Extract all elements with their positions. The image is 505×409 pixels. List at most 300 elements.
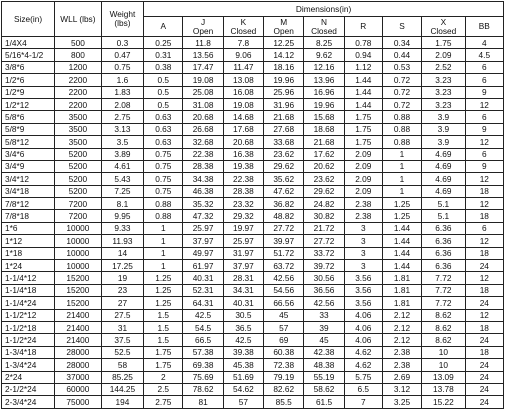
dimension-header-letter: M	[280, 16, 288, 27]
cell-j: 20.68	[183, 111, 223, 123]
dimension-header-j	[183, 17, 223, 37]
table-row	[2, 49, 504, 61]
cell-n: 39.72	[304, 260, 344, 272]
cell-m: 19.96	[264, 74, 304, 86]
cell-s: 0.53	[382, 61, 421, 73]
cell-m: 63.72	[264, 260, 304, 272]
cell-weight: 3.5	[101, 136, 143, 148]
table-row	[2, 74, 504, 86]
cell-s: 3.12	[382, 383, 421, 395]
cell-bb: 18	[465, 284, 503, 296]
cell-s: 0.72	[382, 98, 421, 110]
table-row	[2, 346, 504, 358]
cell-weight: 0.75	[101, 61, 143, 73]
cell-k: 40.31	[223, 297, 263, 309]
cell-k: 14.68	[223, 111, 263, 123]
table-row	[2, 86, 504, 98]
cell-s: 1.81	[382, 272, 421, 284]
cell-r: 3	[344, 260, 382, 272]
cell-x: 3.9	[422, 111, 466, 123]
cell-m: 51.72	[264, 247, 304, 259]
cell-m: 79.19	[264, 371, 304, 383]
cell-m: 33.68	[264, 136, 304, 148]
cell-j: 25.08	[183, 86, 223, 98]
cell-size: 7/8*18	[2, 210, 55, 222]
cell-r: 4.06	[344, 334, 382, 346]
table-row	[2, 185, 504, 197]
cell-wll: 21400	[55, 321, 102, 333]
cell-size: 3/4*12	[2, 173, 55, 185]
cell-r: 1.75	[344, 136, 382, 148]
cell-s: 1.44	[382, 247, 421, 259]
cell-r: 3.56	[344, 272, 382, 284]
cell-m: 72.38	[264, 359, 304, 371]
cell-bb: 24	[465, 359, 503, 371]
cell-r: 5.75	[344, 371, 382, 383]
cell-k: 31.97	[223, 247, 263, 259]
cell-j: 35.32	[183, 198, 223, 210]
cell-size: 5/8*6	[2, 111, 55, 123]
cell-wll: 15200	[55, 284, 102, 296]
cell-m: 27.72	[264, 222, 304, 234]
cell-m: 12.25	[264, 37, 304, 49]
cell-s: 1.44	[382, 222, 421, 234]
cell-wll: 2200	[55, 86, 102, 98]
dimensions-group-header: Dimensions(in)	[144, 2, 504, 17]
table-row	[2, 247, 504, 259]
cell-bb: 4.5	[465, 49, 503, 61]
dimension-header-r	[344, 17, 382, 37]
cell-size: 2-3/4*24	[2, 396, 55, 408]
cell-n: 48.38	[304, 359, 344, 371]
cell-size: 1-1/2*12	[2, 309, 55, 321]
cell-s: 1.25	[382, 210, 421, 222]
cell-n: 24.82	[304, 198, 344, 210]
cell-j: 25.97	[183, 222, 223, 234]
cell-m: 25.96	[264, 86, 304, 98]
cell-k: 28.38	[223, 185, 263, 197]
cell-bb: 18	[465, 210, 503, 222]
table-row	[2, 284, 504, 296]
cell-j: 37.97	[183, 235, 223, 247]
cell-r: 2.09	[344, 148, 382, 160]
cell-size: 7/8*12	[2, 198, 55, 210]
cell-n: 39	[304, 321, 344, 333]
cell-a: 1.5	[144, 321, 183, 333]
cell-j: 31.08	[183, 98, 223, 110]
cell-bb: 18	[465, 321, 503, 333]
cell-j: 78.62	[183, 383, 223, 395]
cell-weight: 1.83	[101, 86, 143, 98]
cell-x: 8.62	[422, 334, 466, 346]
cell-wll: 800	[55, 49, 102, 61]
dimension-header-state: Open	[192, 25, 214, 36]
cell-s: 1.81	[382, 297, 421, 309]
cell-a: 1	[144, 260, 183, 272]
cell-j: 54.5	[183, 321, 223, 333]
cell-weight: 9.33	[101, 222, 143, 234]
cell-x: 7.72	[422, 284, 466, 296]
cell-n: 19.96	[304, 98, 344, 110]
cell-j: 49.97	[183, 247, 223, 259]
cell-s: 0.44	[382, 49, 421, 61]
cell-r: 6.5	[344, 383, 382, 395]
cell-weight: 3.89	[101, 148, 143, 160]
cell-size: 1*18	[2, 247, 55, 259]
cell-weight: 0.3	[101, 37, 143, 49]
cell-wll: 37000	[55, 371, 102, 383]
cell-r: 3.56	[344, 297, 382, 309]
cell-a: 1	[144, 222, 183, 234]
cell-k: 29.32	[223, 210, 263, 222]
cell-j: 75.69	[183, 371, 223, 383]
cell-j: 57.38	[183, 346, 223, 358]
cell-m: 18.16	[264, 61, 304, 73]
dimension-header-x	[422, 17, 466, 37]
table-row	[2, 61, 504, 73]
dimension-header-state: Closed	[311, 25, 337, 36]
cell-weight: 194	[101, 396, 143, 408]
cell-r: 3	[344, 247, 382, 259]
cell-weight: 2.75	[101, 111, 143, 123]
cell-bb: 12	[465, 235, 503, 247]
cell-size: 5/8*12	[2, 136, 55, 148]
cell-n: 18.68	[304, 123, 344, 135]
cell-s: 3.25	[382, 396, 421, 408]
cell-a: 1.25	[144, 272, 183, 284]
cell-wll: 5200	[55, 185, 102, 197]
cell-weight: 2.08	[101, 98, 143, 110]
cell-k: 51.69	[223, 371, 263, 383]
cell-s: 1.44	[382, 235, 421, 247]
cell-a: 1.75	[144, 359, 183, 371]
cell-x: 4.69	[422, 173, 466, 185]
cell-bb: 9	[465, 160, 503, 172]
cell-bb: 12	[465, 198, 503, 210]
cell-size: 2*24	[2, 371, 55, 383]
cell-m: 39.97	[264, 235, 304, 247]
table-row	[2, 98, 504, 110]
cell-a: 0.88	[144, 210, 183, 222]
cell-a: 0.38	[144, 61, 183, 73]
cell-bb: 12	[465, 272, 503, 284]
cell-x: 6.36	[422, 260, 466, 272]
table-row	[2, 123, 504, 135]
cell-m: 21.68	[264, 111, 304, 123]
table-row	[2, 173, 504, 185]
cell-s: 0.88	[382, 123, 421, 135]
cell-weight: 85.25	[101, 371, 143, 383]
cell-size: 5/8*9	[2, 123, 55, 135]
cell-r: 1.44	[344, 86, 382, 98]
cell-j: 46.38	[183, 185, 223, 197]
cell-weight: 14	[101, 247, 143, 259]
cell-wll: 2200	[55, 98, 102, 110]
cell-size: 5/16*4-1/2	[2, 49, 55, 61]
cell-a: 0.63	[144, 136, 183, 148]
cell-s: 2.38	[382, 359, 421, 371]
cell-wll: 1200	[55, 61, 102, 73]
cell-m: 69	[264, 334, 304, 346]
cell-a: 0.5	[144, 86, 183, 98]
cell-j: 64.31	[183, 297, 223, 309]
cell-k: 23.32	[223, 198, 263, 210]
cell-a: 0.25	[144, 37, 183, 49]
dimension-header-m	[264, 17, 304, 37]
dimension-header-state: Closed	[430, 25, 457, 36]
cell-r: 1.75	[344, 111, 382, 123]
table-row	[2, 334, 504, 346]
dimension-header-letter: J	[201, 16, 206, 27]
cell-m: 35.62	[264, 173, 304, 185]
cell-weight: 31	[101, 321, 143, 333]
cell-bb: 6	[465, 148, 503, 160]
dimension-header-letter: K	[240, 16, 247, 27]
dimension-header-bb	[465, 17, 503, 37]
dimension-header-letter: X	[440, 16, 447, 27]
cell-x: 10	[422, 359, 466, 371]
cell-s: 2.69	[382, 371, 421, 383]
cell-k: 9.06	[223, 49, 263, 61]
table-row	[2, 111, 504, 123]
cell-k: 36.5	[223, 321, 263, 333]
dimension-header-state: Open	[273, 25, 294, 36]
cell-bb: 9	[465, 86, 503, 98]
cell-j: 69.38	[183, 359, 223, 371]
cell-n: 42.56	[304, 297, 344, 309]
dimension-header-n	[304, 17, 344, 37]
cell-x: 6.36	[422, 247, 466, 259]
cell-j: 22.38	[183, 148, 223, 160]
table-row	[2, 260, 504, 272]
cell-weight: 3.13	[101, 123, 143, 135]
cell-k: 16.38	[223, 148, 263, 160]
cell-wll: 3500	[55, 111, 102, 123]
cell-bb: 24	[465, 371, 503, 383]
cell-size: 1-1/2*24	[2, 334, 55, 346]
cell-s: 0.88	[382, 111, 421, 123]
dimension-header-letter: N	[321, 16, 328, 27]
cell-m: 60.38	[264, 346, 304, 358]
cell-s: 2.12	[382, 334, 421, 346]
cell-size: 3/4*6	[2, 148, 55, 160]
cell-weight: 19	[101, 272, 143, 284]
cell-a: 0.31	[144, 49, 183, 61]
cell-wll: 28000	[55, 346, 102, 358]
cell-a: 2	[144, 371, 183, 383]
dimension-header-a	[144, 17, 183, 37]
cell-r: 2.09	[344, 185, 382, 197]
cell-k: 19.97	[223, 222, 263, 234]
cell-bb: 24	[465, 383, 503, 395]
cell-k: 39.38	[223, 346, 263, 358]
cell-r: 3	[344, 235, 382, 247]
cell-k: 57	[223, 396, 263, 408]
cell-x: 5.1	[422, 198, 466, 210]
cell-n: 17.62	[304, 148, 344, 160]
cell-a: 0.75	[144, 173, 183, 185]
cell-r: 1.12	[344, 61, 382, 73]
cell-s: 1	[382, 185, 421, 197]
cell-wll: 21400	[55, 334, 102, 346]
cell-a: 1	[144, 235, 183, 247]
cell-size: 2-1/2*24	[2, 383, 55, 395]
cell-r: 1.44	[344, 74, 382, 86]
cell-s: 1	[382, 160, 421, 172]
cell-m: 31.96	[264, 98, 304, 110]
size-column-header: Size(in)	[2, 2, 55, 37]
cell-n: 21.72	[304, 222, 344, 234]
cell-k: 30.5	[223, 309, 263, 321]
cell-wll: 7200	[55, 198, 102, 210]
cell-m: 54.56	[264, 284, 304, 296]
cell-k: 25.97	[223, 235, 263, 247]
cell-wll: 10000	[55, 222, 102, 234]
table-header	[2, 2, 504, 37]
dimension-header-s	[382, 17, 421, 37]
cell-x: 4.69	[422, 185, 466, 197]
cell-size: 1-1/4*18	[2, 284, 55, 296]
cell-bb: 9	[465, 123, 503, 135]
cell-wll: 15200	[55, 297, 102, 309]
cell-wll: 28000	[55, 359, 102, 371]
cell-s: 2.12	[382, 321, 421, 333]
cell-r: 1.75	[344, 123, 382, 135]
cell-n: 16.96	[304, 86, 344, 98]
cell-size: 1*24	[2, 260, 55, 272]
cell-j: 42.5	[183, 309, 223, 321]
cell-size: 3/8*6	[2, 61, 55, 73]
cell-m: 27.68	[264, 123, 304, 135]
cell-n: 55.19	[304, 371, 344, 383]
cell-bb: 12	[465, 309, 503, 321]
cell-weight: 7.25	[101, 185, 143, 197]
cell-n: 12.16	[304, 61, 344, 73]
cell-a: 1.5	[144, 309, 183, 321]
cell-m: 42.56	[264, 272, 304, 284]
weight-header-line2: (lbs)	[114, 18, 131, 28]
cell-j: 19.08	[183, 74, 223, 86]
table-row	[2, 37, 504, 49]
cell-x: 3.23	[422, 74, 466, 86]
cell-m: 66.56	[264, 297, 304, 309]
cell-k: 20.68	[223, 136, 263, 148]
cell-s: 0.88	[382, 136, 421, 148]
cell-r: 4.62	[344, 346, 382, 358]
cell-n: 33	[304, 309, 344, 321]
cell-x: 1.75	[422, 37, 466, 49]
cell-a: 0.63	[144, 111, 183, 123]
table-row	[2, 160, 504, 172]
cell-k: 19.08	[223, 98, 263, 110]
cell-weight: 58	[101, 359, 143, 371]
dimension-header-letter: R	[360, 21, 367, 32]
cell-weight: 11.93	[101, 235, 143, 247]
dimension-header-letter: A	[160, 21, 167, 32]
cell-s: 1.81	[382, 284, 421, 296]
cell-n: 30.56	[304, 272, 344, 284]
cell-bb: 6	[465, 222, 503, 234]
cell-k: 42.5	[223, 334, 263, 346]
cell-x: 13.78	[422, 383, 466, 395]
cell-j: 28.38	[183, 160, 223, 172]
cell-m: 85.5	[264, 396, 304, 408]
cell-weight: 4.61	[101, 160, 143, 172]
cell-m: 57	[264, 321, 304, 333]
table-body	[2, 37, 504, 409]
cell-r: 3	[344, 222, 382, 234]
cell-size: 1-3/4*24	[2, 359, 55, 371]
cell-bb: 24	[465, 297, 503, 309]
cell-a: 2.75	[144, 396, 183, 408]
cell-r: 4.06	[344, 321, 382, 333]
cell-m: 23.62	[264, 148, 304, 160]
cell-bb: 18	[465, 247, 503, 259]
dimension-header-letter: BB	[478, 21, 490, 32]
specification-sheet	[1, 1, 504, 407]
cell-wll: 10000	[55, 260, 102, 272]
cell-r: 7	[344, 396, 382, 408]
cell-m: 82.62	[264, 383, 304, 395]
cell-bb: 12	[465, 136, 503, 148]
cell-j: 32.68	[183, 136, 223, 148]
cell-x: 4.69	[422, 160, 466, 172]
cell-k: 22.38	[223, 173, 263, 185]
cell-m: 14.12	[264, 49, 304, 61]
cell-a: 2.5	[144, 383, 183, 395]
table-row	[2, 198, 504, 210]
cell-s: 2.38	[382, 346, 421, 358]
cell-n: 29.62	[304, 185, 344, 197]
cell-a: 1	[144, 247, 183, 259]
cell-wll: 5200	[55, 160, 102, 172]
cell-a: 0.63	[144, 123, 183, 135]
cell-m: 45	[264, 309, 304, 321]
cell-s: 0.72	[382, 86, 421, 98]
cell-x: 3.9	[422, 136, 466, 148]
cell-m: 29.62	[264, 160, 304, 172]
cell-bb: 4	[465, 37, 503, 49]
cell-k: 7.8	[223, 37, 263, 49]
cell-r: 0.94	[344, 49, 382, 61]
cell-r: 2.38	[344, 210, 382, 222]
cell-bb: 6	[465, 74, 503, 86]
cell-s: 2.12	[382, 309, 421, 321]
cell-j: 52.31	[183, 284, 223, 296]
table-row	[2, 136, 504, 148]
cell-a: 0.88	[144, 198, 183, 210]
cell-wll: 7200	[55, 210, 102, 222]
cell-bb: 12	[465, 98, 503, 110]
cell-size: 1-1/4*12	[2, 272, 55, 284]
cell-k: 45.38	[223, 359, 263, 371]
table-row	[2, 235, 504, 247]
cell-k: 54.62	[223, 383, 263, 395]
cell-size: 1/2*9	[2, 86, 55, 98]
cell-size: 1-3/4*18	[2, 346, 55, 358]
cell-k: 17.68	[223, 123, 263, 135]
cell-k: 19.38	[223, 160, 263, 172]
cell-m: 48.82	[264, 210, 304, 222]
cell-x: 5.1	[422, 210, 466, 222]
cell-j: 81	[183, 396, 223, 408]
cell-n: 15.68	[304, 111, 344, 123]
table-row	[2, 371, 504, 383]
cell-weight: 144.25	[101, 383, 143, 395]
cell-weight: 37.5	[101, 334, 143, 346]
cell-n: 13.96	[304, 74, 344, 86]
cell-weight: 27	[101, 297, 143, 309]
